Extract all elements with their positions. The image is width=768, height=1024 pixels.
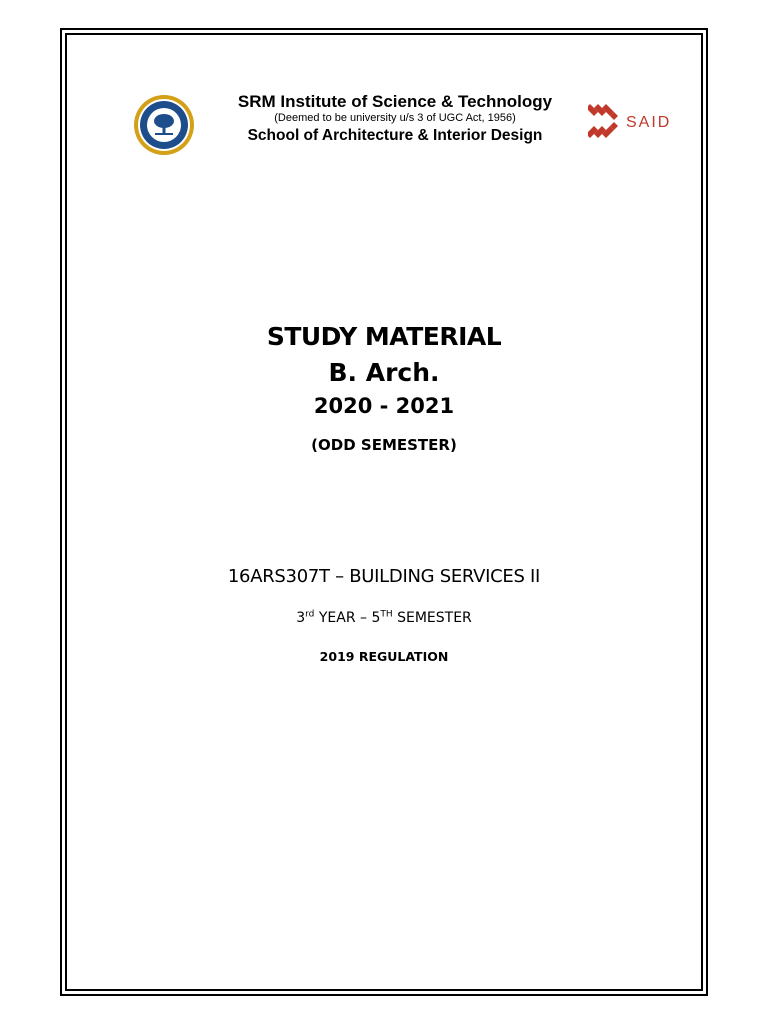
cover-title: STUDY MATERIAL [266,322,502,351]
year-superscript: rd [305,609,315,620]
school-name: School of Architecture & Interior Design [247,127,543,144]
semester-type: (ODD SEMESTER) [311,436,457,454]
deemed-university-note: (Deemed to be university u/s 3 of UGC Act, 1956) [274,112,516,124]
year-word: YEAR – [314,610,372,626]
year-number: 3 [296,610,306,626]
academic-year: 2020 - 2021 [313,394,455,418]
srm-seal-logo [133,94,195,156]
semester-superscript: TH [380,609,393,620]
institution-header [200,92,590,146]
page-border-inner [65,33,703,991]
semester-number: 5 [371,610,381,626]
course-title: 16ARS307T – BUILDING SERVICES II [227,566,541,587]
degree-name: B. Arch. [328,358,440,387]
said-logo [588,98,688,144]
year-semester [0,610,768,626]
regulation: 2019 REGULATION [319,649,449,664]
said-logo-text: SAID [626,114,672,131]
semester-word: SEMESTER [392,610,472,626]
institution-name: SRM Institute of Science & Technology [237,92,553,111]
